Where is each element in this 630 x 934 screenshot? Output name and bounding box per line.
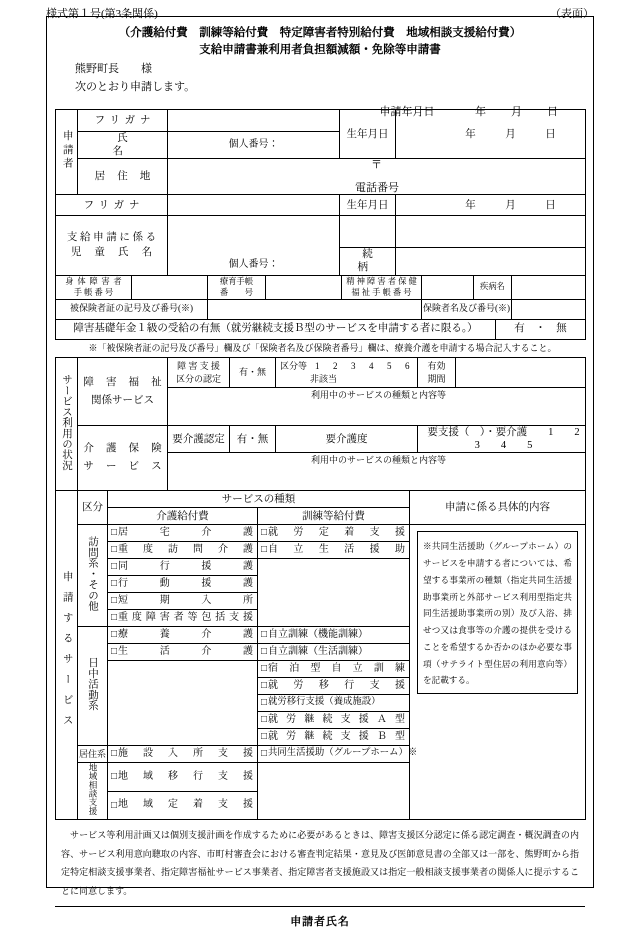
physical-handbook-input[interactable]: [132, 275, 208, 299]
applicant-name-label: 氏 名: [78, 132, 168, 159]
division-cell[interactable]: [276, 358, 418, 388]
pension-footnote: ※「被保険者証の記号及び番号」欄及び「保険者名及び保険者番号」欄は、療養介護を申請する場合記入すること。: [56, 339, 586, 357]
applicant-birth-month: 月: [505, 128, 516, 140]
application-date-day: 日: [547, 106, 558, 118]
care-cert-label: 要介護認定: [168, 426, 230, 453]
group-label-visiting: [78, 525, 108, 627]
kaigo-empty-cell: [108, 661, 258, 746]
care-insurance-label-2: サ ー ビ ス: [83, 461, 167, 473]
service-checkbox-row[interactable]: [108, 746, 258, 763]
checkbox-icon[interactable]: □: [261, 697, 268, 709]
pension-choice[interactable]: 有 ・ 無: [496, 319, 586, 339]
checkbox-icon[interactable]: □: [111, 646, 118, 658]
applicant-furigana-label: フリガナ: [78, 110, 168, 132]
applicant-side-label-text: 申請者: [61, 129, 73, 171]
welfare-in-use[interactable]: 利用中のサービスの種類と内容等: [168, 388, 586, 426]
form-body: [55, 109, 601, 934]
child-name-label-line-2: 児 童 氏 名: [70, 247, 153, 259]
mental-handbook-label-2: 福 祉 手 帳 番 号: [351, 288, 412, 297]
group-home-note: ※共同生活援助（グループホーム）のサービスを申請する者については、希望する事業所の種類（指定共同生活援助事業所と外部サービス利用型指定共同生活援助事業所の別）及び入浴、排せつ又は食事等の介護の提供を受けることを希望するか否かのほか必要な事項（サテライト型住居の利用意向等）を記載する。: [417, 531, 578, 694]
handbook-table: [55, 275, 586, 320]
child-birth-input[interactable]: [396, 195, 586, 216]
signature-label: 申請者氏名: [290, 916, 350, 929]
checkbox-icon[interactable]: □: [261, 663, 268, 675]
applicant-table: [55, 109, 586, 195]
service-checkbox-row[interactable]: [108, 576, 258, 593]
mental-handbook-label-1: 精 神 障 害 者 保 健: [346, 276, 417, 286]
physical-handbook-label-2: 手 帳 番 号: [73, 288, 114, 297]
service-checkbox-row[interactable]: [258, 644, 410, 661]
service-label: 重 度 訪 問 介 護: [118, 544, 253, 555]
physical-handbook-label-1: 身体障害者: [65, 276, 126, 286]
intro-text: 次のとおり申請します。: [75, 80, 196, 93]
service-checkbox-row[interactable]: [108, 791, 258, 820]
consent-paragraph: サービス等利用計画又は個別支援計画を作成するために必要があるときは、障害支援区分認定に係る認定調査・概況調査の内容、サービス利用意向聴取の内容、市町村審査会における審査判定結果・意見及び医師意見書の全部又は一部を、熊野町から指定特定相談支援事業者、指定障害福祉サービス事業者、指定障害者支援施設又は指定一般相談支援事業者の関係人に提示することに同意します。: [61, 830, 579, 896]
service-checkbox-row[interactable]: [258, 746, 418, 763]
checkbox-icon[interactable]: □: [261, 629, 268, 641]
care-degree-value[interactable]: 要支援（ ）・要介護 1 2 3 4 5: [418, 426, 586, 453]
form-title: [47, 25, 593, 58]
applicant-birth-year: 年: [465, 128, 476, 140]
ryoiku-handbook-input[interactable]: [266, 275, 342, 299]
group-label-regional-text: 地域相談支援: [87, 763, 98, 816]
service-label: 就 労 移 行 支 援: [268, 680, 405, 691]
division-numbers: 1 2 3 4 5 6: [315, 361, 412, 372]
care-insurance-label: [78, 426, 168, 491]
group-label-daytime: [78, 627, 108, 746]
checkbox-icon[interactable]: □: [261, 646, 268, 658]
child-furigana-label: フリガナ: [56, 195, 168, 216]
checkbox-icon[interactable]: □: [111, 561, 118, 573]
form-title-line-2: 支給申請書兼利用者負担額減額・免除等申請書: [199, 43, 441, 56]
child-name-label-line-1: 支 給 申 請 に 係 る: [66, 231, 157, 243]
detail-content-cell[interactable]: [410, 525, 586, 820]
checkbox-icon[interactable]: □: [111, 748, 118, 760]
service-label: 地 域 移 行 支 援: [118, 770, 253, 782]
checkbox-icon[interactable]: □: [111, 544, 118, 556]
group-label-residential: 居住系: [78, 746, 108, 763]
form-number: 様式第１号(第3条関係): [46, 8, 158, 20]
application-date-year: 年: [475, 106, 486, 118]
service-label: 就 労 継 続 支 援 Ｂ 型: [268, 731, 405, 742]
checkbox-icon[interactable]: □: [261, 544, 268, 556]
applicant-furigana-input[interactable]: [168, 110, 340, 132]
checkbox-icon[interactable]: □: [261, 714, 268, 726]
service-label: 生 活 介 護: [118, 646, 253, 657]
ryoiku-handbook-label-1: 療育手帳: [219, 276, 254, 286]
applicant-birth-label: 生年月日: [340, 110, 396, 159]
division-na: 非該当: [310, 373, 338, 384]
insured-symbol-label: 被保険者証の記号及び番号(※): [56, 299, 208, 319]
child-birth-spacer: [340, 216, 396, 248]
service-label: 共同生活援助（グループホーム）※: [268, 748, 418, 759]
division-label: 区分等: [280, 361, 308, 372]
service-label: 施 設 入 所 支 援: [118, 748, 253, 759]
service-checkbox-row[interactable]: [108, 627, 258, 644]
valid-period-label-1: 有効: [427, 361, 446, 372]
valid-period-input[interactable]: [456, 358, 586, 388]
service-label: 自立訓練（生活訓練）: [268, 646, 369, 657]
division-header: 区分: [78, 491, 108, 525]
service-label: 就労移行支援（養成施設）: [268, 697, 381, 708]
checkbox-icon[interactable]: □: [111, 578, 118, 590]
pension-question: 障害基礎年金１級の受給の有無（就労継続支援Ｂ型のサービスを申請する者に限る。）: [56, 319, 496, 339]
service-label: 短 期 入 所: [118, 595, 253, 606]
applicant-birth-day: 日: [545, 128, 556, 140]
checkbox-icon[interactable]: □: [261, 527, 268, 539]
applicant-birth-input[interactable]: [396, 110, 586, 159]
checkbox-icon[interactable]: □: [111, 595, 118, 607]
service-label: 宿 泊 型 自 立 訓 練: [268, 663, 405, 674]
service-checkbox-row[interactable]: [258, 695, 410, 712]
insured-symbol-input[interactable]: [208, 299, 422, 319]
service-checkbox-row[interactable]: [258, 542, 410, 559]
service-checkbox-row[interactable]: [258, 525, 410, 542]
detail-header: 申請に係る具体的内容: [410, 491, 586, 525]
addressee-block: [75, 61, 195, 96]
child-relation-label: 続 柄: [340, 248, 396, 275]
ryoiku-handbook-label-2: 番 号: [219, 288, 254, 297]
telephone-label: 電話番号: [355, 182, 399, 194]
care-in-use[interactable]: 利用中のサービスの種類と内容等: [168, 453, 586, 491]
welfare-service-label-1: 障 害 福 祉: [83, 376, 167, 388]
services-side-label-text: 申請するサービス: [61, 571, 73, 736]
service-checkbox-row[interactable]: [108, 525, 258, 542]
service-checkbox-row[interactable]: [258, 712, 410, 729]
service-checkbox-row[interactable]: [108, 593, 258, 610]
regional-empty-cell: [258, 763, 410, 820]
child-birth-year: 年: [465, 199, 476, 211]
services-side-label: [56, 491, 78, 820]
kunren-empty-cell: [258, 559, 410, 627]
insurer-label: 保険者名及び番号(※): [422, 299, 512, 319]
service-label: 療 養 介 護: [118, 629, 253, 640]
insurer-input[interactable]: [512, 299, 586, 319]
form-outer-frame: [46, 16, 601, 929]
service-checkbox-row[interactable]: [258, 729, 410, 746]
child-table: [55, 194, 586, 275]
kunren-header: 訓練等給付費: [258, 508, 410, 525]
valid-period-label: [418, 358, 456, 388]
disease-label: 疾病名: [474, 275, 512, 299]
service-label: 行 動 援 護: [118, 578, 253, 589]
child-birth-spacer2: [396, 216, 586, 248]
service-checkbox-row[interactable]: [108, 644, 258, 661]
child-name-label: [56, 216, 168, 275]
checkbox-icon[interactable]: □: [261, 680, 268, 692]
application-date-label: 申請年月日: [379, 106, 435, 118]
addressee: 熊野町長 様: [75, 63, 152, 75]
service-checkbox-row[interactable]: [258, 661, 410, 678]
service-label: 重度障害者等包括支援: [118, 612, 253, 623]
group-label-visiting-text: 訪問系・その他: [87, 536, 98, 612]
care-insurance-label-1: 介 護 保 険: [83, 443, 167, 455]
welfare-service-label: [78, 358, 168, 426]
child-relation-input[interactable]: [396, 248, 586, 275]
category-cert-label-2: 区分の認定: [175, 373, 221, 384]
service-checkbox-row[interactable]: [108, 559, 258, 576]
pension-table: [55, 319, 586, 358]
child-birth-day: 日: [545, 199, 556, 211]
service-label: 居 宅 介 護: [118, 527, 253, 538]
group-label-regional: [78, 763, 108, 820]
child-birth-label: 生年月日: [340, 195, 396, 216]
checkbox-icon[interactable]: □: [111, 629, 118, 641]
checkbox-icon[interactable]: □: [261, 731, 268, 743]
usage-side-label-text: サービス利用の状況: [61, 373, 72, 471]
checkbox-icon[interactable]: □: [111, 799, 118, 811]
form-side-label: （表面）: [550, 8, 594, 20]
child-my-number[interactable]: 個人番号：: [168, 216, 340, 275]
services-table: [55, 490, 586, 820]
child-furigana-input[interactable]: [168, 195, 340, 216]
application-date-month: 月: [511, 106, 522, 118]
checkbox-icon[interactable]: □: [111, 612, 118, 624]
service-kind-header: サービスの種類: [108, 491, 410, 508]
checkbox-icon[interactable]: □: [111, 527, 118, 539]
service-checkbox-row[interactable]: [258, 627, 410, 644]
usage-side-label: [56, 358, 78, 491]
service-label: 自立訓練（機能訓練）: [268, 629, 369, 640]
category-cert-label-1: 障 害 支 援: [177, 361, 220, 372]
mental-handbook-label: [342, 275, 422, 299]
service-checkbox-row[interactable]: [108, 610, 258, 627]
checkbox-icon[interactable]: □: [261, 748, 268, 760]
applicant-side-label: [56, 110, 78, 195]
service-checkbox-row[interactable]: [258, 678, 410, 695]
service-label: 地 域 定 着 支 援: [118, 799, 253, 811]
category-cert-label: [168, 358, 230, 388]
usage-table: [55, 357, 601, 491]
applicant-my-number[interactable]: 個人番号：: [168, 132, 340, 159]
category-cert-yesno[interactable]: 有・無: [230, 358, 276, 388]
care-cert-yesno[interactable]: 有・無: [230, 426, 276, 453]
checkbox-icon[interactable]: □: [111, 771, 118, 783]
physical-handbook-label: [56, 275, 132, 299]
ryoiku-handbook-label: [208, 275, 266, 299]
service-label: 就 労 継 続 支 援 Ａ 型: [268, 714, 405, 725]
child-birth-month: 月: [505, 199, 516, 211]
mental-handbook-input[interactable]: [422, 275, 474, 299]
kaigo-header: 介護給付費: [108, 508, 258, 525]
service-label: 自 立 生 活 援 助: [268, 544, 405, 555]
applicant-address-label: 居 住 地: [78, 159, 168, 195]
care-degree-label: 要介護度: [276, 426, 418, 453]
service-checkbox-row[interactable]: [108, 763, 258, 792]
welfare-service-label-2: 関係サービス: [91, 394, 154, 406]
postal-mark: 〒: [371, 159, 382, 172]
form-title-line-1: （介護給付費 訓練等給付費 特定障害者特別給付費 地域相談支援給付費）: [118, 27, 522, 39]
service-checkbox-row[interactable]: [108, 542, 258, 559]
service-label: 就 労 定 着 支 援: [268, 527, 405, 538]
group-label-daytime-text: 日中活動系: [87, 657, 98, 711]
valid-period-label-2: 期間: [427, 373, 446, 384]
service-label: 同 行 援 護: [118, 561, 253, 572]
disease-input[interactable]: [512, 275, 586, 299]
